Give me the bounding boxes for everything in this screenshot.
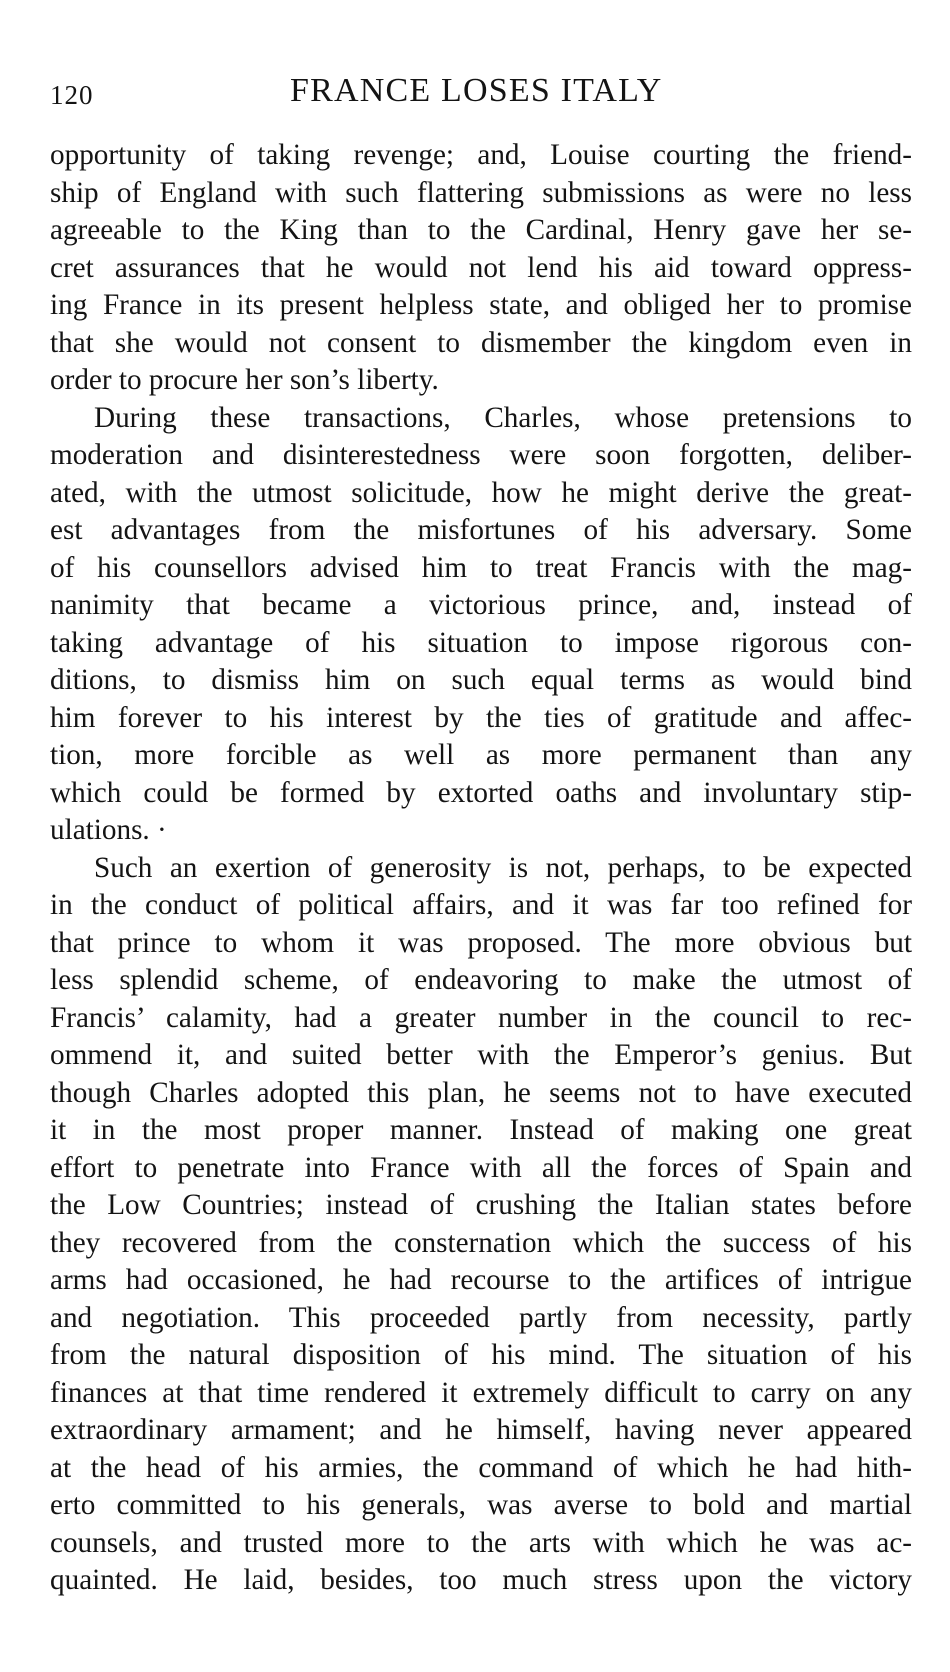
text-line: moderation and disinterestedness were soon forgotten, deliber- (50, 439, 912, 471)
text-line: in the conduct of political affairs, and it was far too refined for (50, 889, 912, 921)
text-line: of his counsellors advised him to treat Francis with the mag- (50, 551, 912, 584)
text-line: that she would not consent to dismember the kingdom even in (50, 326, 912, 359)
text-line: less splendid scheme, of endeavoring to make the utmost of (50, 964, 912, 996)
text-line: extraordinary armament; and he himself, having never appeared (50, 1414, 912, 1446)
text-line: order to procure her son’s liberty. (50, 364, 439, 396)
text-line: ditions, to dismiss him on such equal terms as would bind (50, 664, 912, 696)
text-line: agreeable to the King than to the Cardinal, Henry gave her se- (50, 214, 912, 246)
text-line: Such an exertion of generosity is not, perhaps, to be expected (94, 851, 912, 884)
text-line: tion, more forcible as well as more permanent than any (50, 739, 912, 771)
text-line: opportunity of taking revenge; and, Louise courting the friend- (50, 139, 912, 171)
text-line: which could be formed by extorted oaths and involuntary stip- (50, 776, 912, 809)
text-line: ship of England with such flattering submissions as were no less (50, 176, 912, 209)
text-line: effort to penetrate into France with all the forces of Spain and (50, 1151, 912, 1184)
text-line: and negotiation. This proceeded partly from necessity, partly (50, 1301, 912, 1334)
text-line: counsels, and trusted more to the arts with which he was ac- (50, 1526, 912, 1559)
text-line: arms had occasioned, he had recourse to the artifices of intrigue (50, 1264, 912, 1296)
text-line: finances at that time rendered it extremely difficult to carry on any (50, 1376, 912, 1409)
text-line: at the head of his armies, the command of which he had hith- (50, 1451, 912, 1484)
paragraph (50, 850, 912, 1600)
text-line: him forever to his interest by the ties of gratitude and affec- (50, 701, 912, 734)
text-line: Francis’ calamity, had a greater number in the council to rec- (50, 1001, 912, 1034)
paragraph (50, 137, 912, 400)
text-line: ing France in its present helpless state, and obliged her to promise (50, 289, 912, 321)
page-header (50, 72, 910, 116)
paragraph (50, 400, 912, 850)
running-head: FRANCE LOSES ITALY (290, 72, 663, 109)
text-line: quainted. He laid, besides, too much stress upon the victory (50, 1564, 912, 1596)
text-line: they recovered from the consternation which the success of his (50, 1226, 912, 1259)
text-line: the Low Countries; instead of crushing the Italian states before (50, 1189, 912, 1221)
text-line: est advantages from the misfortunes of his adversary. Some (50, 514, 912, 546)
text-line: ommend it, and suited better with the Emperor’s genius. But (50, 1039, 912, 1071)
text-line: from the natural disposition of his mind. The situation of his (50, 1339, 912, 1371)
text-line: that prince to whom it was proposed. The more obvious but (50, 926, 912, 959)
text-line: erto committed to his generals, was averse to bold and martial (50, 1489, 912, 1521)
page-number: 120 (50, 80, 94, 110)
text-line: During these transactions, Charles, whose pretensions to (94, 401, 912, 434)
text-line: ulations. · (50, 814, 167, 846)
text-line: nanimity that became a victorious prince, and, instead of (50, 589, 912, 621)
text-line: cret assurances that he would not lend his aid toward oppress- (50, 251, 912, 284)
text-line: taking advantage of his situation to impose rigorous con- (50, 626, 912, 659)
text-line: ated, with the utmost solicitude, how he might derive the great- (50, 476, 912, 509)
body-text (50, 137, 912, 1600)
text-line: it in the most proper manner. Instead of making one great (50, 1114, 912, 1146)
text-line: though Charles adopted this plan, he seems not to have executed (50, 1076, 912, 1109)
